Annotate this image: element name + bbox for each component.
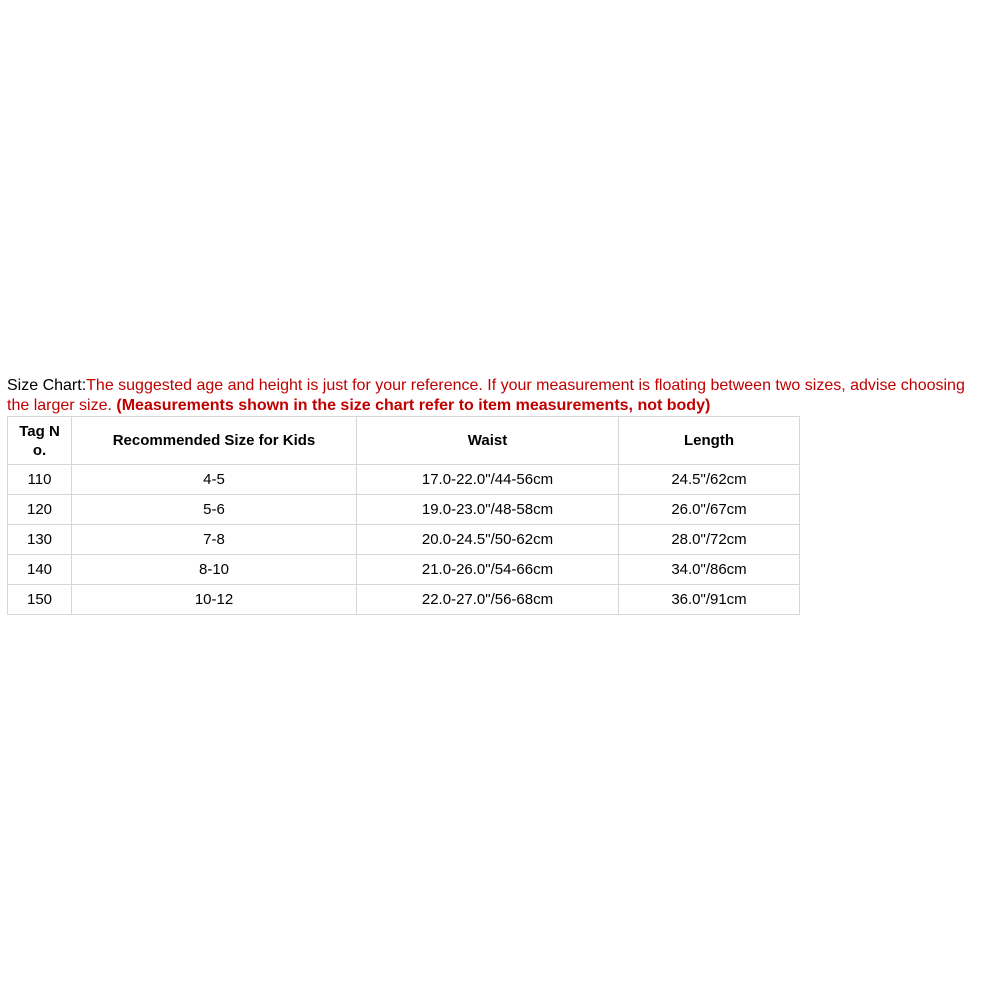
cell-size: 7-8 [72, 525, 357, 555]
table-header-row [8, 417, 800, 465]
intro-line-1 [7, 376, 1000, 396]
measurement-note: (Measurements shown in the size chart refer to item measurements, not body) [116, 397, 711, 414]
cell-length: 26.0"/67cm [619, 495, 800, 525]
cell-waist: 17.0-22.0"/44-56cm [357, 465, 619, 495]
cell-tag: 150 [8, 585, 72, 615]
table-row [8, 555, 800, 585]
cell-waist: 20.0-24.5"/50-62cm [357, 525, 619, 555]
table-row [8, 465, 800, 495]
cell-tag: 110 [8, 465, 72, 495]
cell-length: 24.5"/62cm [619, 465, 800, 495]
cell-size: 4-5 [72, 465, 357, 495]
header-tag-no-line1: Tag N [19, 422, 60, 440]
cell-tag: 130 [8, 525, 72, 555]
cell-size: 5-6 [72, 495, 357, 525]
reference-note: The suggested age and height is just for your reference. If your measurement is floating between two sizes, advise choosing [86, 377, 965, 394]
header-waist: Waist [357, 417, 619, 465]
table-row [8, 585, 800, 615]
cell-tag: 120 [8, 495, 72, 525]
cell-waist: 19.0-23.0"/48-58cm [357, 495, 619, 525]
cell-size: 8-10 [72, 555, 357, 585]
table-row [8, 525, 800, 555]
cell-size: 10-12 [72, 585, 357, 615]
cell-length: 28.0"/72cm [619, 525, 800, 555]
size-table [7, 416, 800, 615]
reference-note-continued: the larger size. [7, 397, 117, 414]
cell-waist: 21.0-26.0"/54-66cm [357, 555, 619, 585]
cell-tag: 140 [8, 555, 72, 585]
cell-waist: 22.0-27.0"/56-68cm [357, 585, 619, 615]
cell-length: 36.0"/91cm [619, 585, 800, 615]
intro-line-2 [7, 396, 1000, 416]
size-chart-intro [7, 376, 1000, 416]
header-tag-no [8, 417, 72, 465]
header-length: Length [619, 417, 800, 465]
cell-length: 34.0"/86cm [619, 555, 800, 585]
header-tag-no-line2: o. [32, 441, 47, 459]
table-row [8, 495, 800, 525]
header-recommended-size: Recommended Size for Kids [72, 417, 357, 465]
size-chart-label: Size Chart: [7, 377, 87, 394]
